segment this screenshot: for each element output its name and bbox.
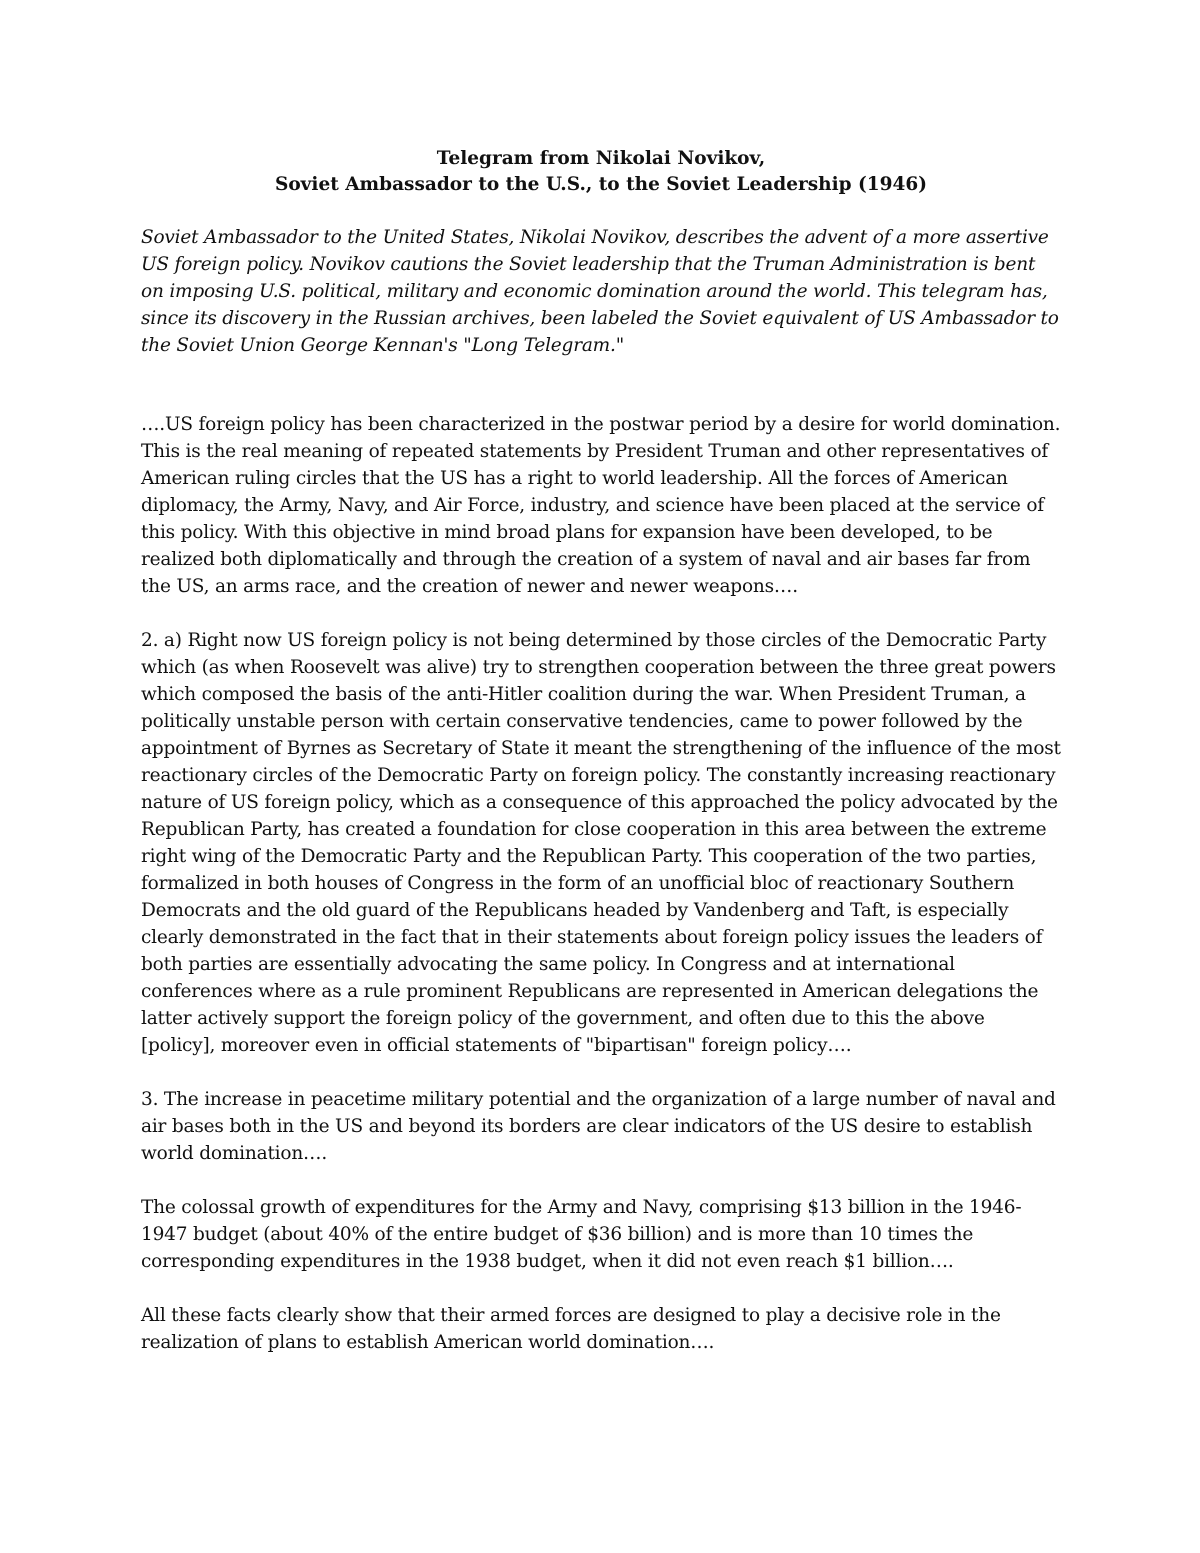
body-paragraph-1: ….US foreign policy has been characterized in the postwar period by a desire for world domination. This is the real meaning of repeated statements by President Truman and other representatives of American ruling circles that the US has a right to world leadership. All the forces of American diplomacy, the Army, Navy, and Air Force, industry, and science have been placed at the service of this policy. With this objective in mind broad plans for expansion have been developed, to be realized both diplomatically and through the creation of a system of naval and air bases far from the US, an arms race, and the creation of newer and newer weapons…. xyxy=(141,414,1061,597)
document-page xyxy=(141,146,1061,1356)
body-paragraph-5: All these facts clearly show that their armed forces are designed to play a decisive role in the realization of plans to establish American world domination…. xyxy=(141,1305,1001,1353)
title-line-2: Soviet Ambassador to the U.S., to the Soviet Leadership (1946) xyxy=(274,174,928,195)
document-title xyxy=(141,146,1061,198)
body-paragraph-2: 2. a) Right now US foreign policy is not being determined by those circles of the Democratic Party which (as when Roosevelt was alive) try to strengthen cooperation between the three great powers which composed the basis of the anti-Hitler coalition during the war. When President Truman, a politically unstable person with certain conservative tendencies, came to power followed by the appointment of Byrnes as Secretary of State it meant the strengthening of the influence of the most reactionary circles of the Democratic Party on foreign policy. The constantly increasing reactionary nature of US foreign policy, which as a consequence of this approached the policy advocated by the Republican Party, has created a foundation for close cooperation in this area between the extreme right wing of the Democratic Party and the Republican Party. This cooperation of the two parties, formalized in both houses of Congress in the form of an unofficial bloc of reactionary Southern Democrats and the old guard of the Republicans headed by Vandenberg and Taft, is especially clearly demonstrated in the fact that in their statements about foreign policy issues the leaders of both parties are essentially advocating the same policy. In Congress and at international conferences where as a rule prominent Republicans are represented in American delegations the latter actively support the foreign policy of the government, and often due to this the above [policy], moreover even in official statements of "bipartisan" foreign policy…. xyxy=(141,630,1061,1056)
body-paragraph-3: 3. The increase in peacetime military potential and the organization of a large number of naval and air bases both in the US and beyond its borders are clear indicators of the US desire to establish world domination…. xyxy=(141,1089,1056,1164)
body-paragraph-4: The colossal growth of expenditures for the Army and Navy, comprising $13 billion in the 1946-1947 budget (about 40% of the entire budget of $36 billion) and is more than 10 times the corresponding expenditures in the 1938 budget, when it did not even reach $1 billion…. xyxy=(141,1197,1022,1272)
intro-paragraph: Soviet Ambassador to the United States, Nikolai Novikov, describes the advent of a more assertive US foreign policy. Novikov cautions the Soviet leadership that the Truman Administration is bent on imposing U.S. political, military and economic domination around the world. This telegram has, since its discovery in the Russian archives, been labeled the Soviet equivalent of US Ambassador to the Soviet Union George Kennan's "Long Telegram." xyxy=(141,227,1059,356)
title-line-1: Telegram from Nikolai Novikov, xyxy=(436,148,766,169)
